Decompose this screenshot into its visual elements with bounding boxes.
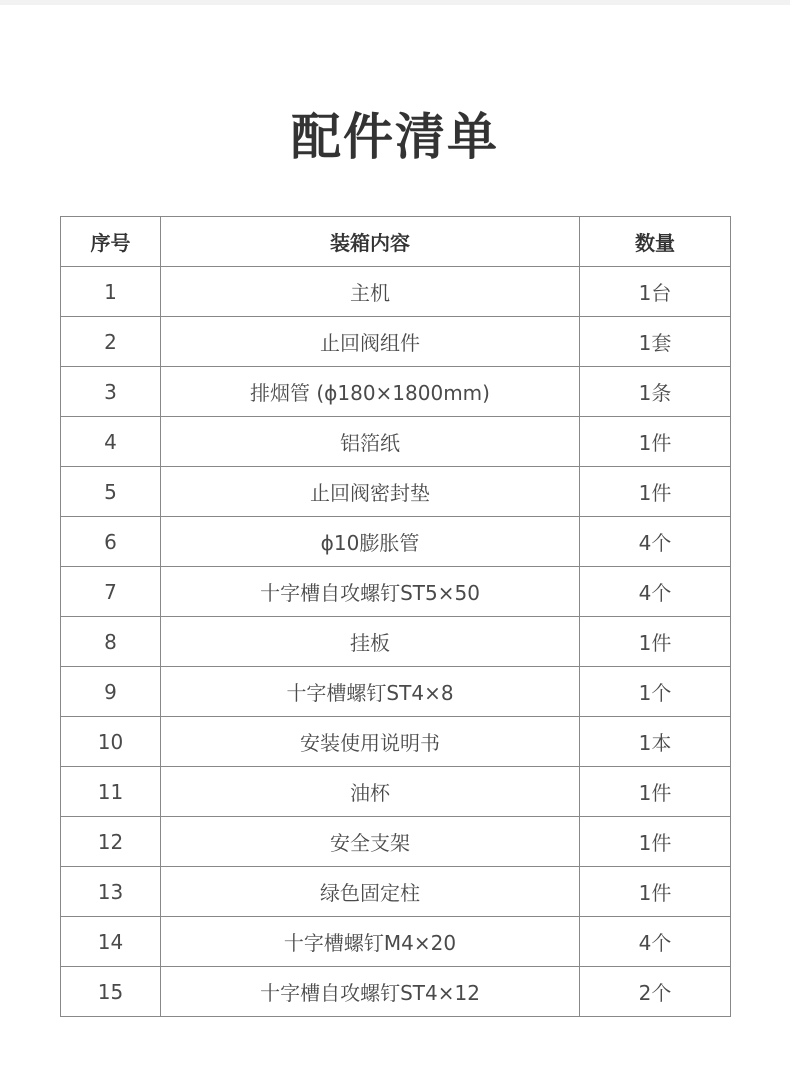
row-number: 3 [61, 367, 161, 417]
row-quantity: 1件 [580, 867, 731, 917]
table-row [61, 867, 731, 917]
row-quantity: 1台 [580, 267, 731, 317]
row-item: 十字槽自攻螺钉ST4×12 [161, 967, 580, 1017]
parts-list-table [60, 216, 731, 1017]
row-quantity: 1件 [580, 767, 731, 817]
row-number: 11 [61, 767, 161, 817]
row-quantity: 2个 [580, 967, 731, 1017]
header-quantity: 数量 [580, 217, 731, 267]
row-number: 13 [61, 867, 161, 917]
row-item: 十字槽螺钉M4×20 [161, 917, 580, 967]
table-row [61, 417, 731, 467]
row-quantity: 1本 [580, 717, 731, 767]
row-number: 8 [61, 617, 161, 667]
row-item: 十字槽螺钉ST4×8 [161, 667, 580, 717]
row-number: 7 [61, 567, 161, 617]
table-row [61, 317, 731, 367]
table-row [61, 517, 731, 567]
row-number: 10 [61, 717, 161, 767]
row-number: 14 [61, 917, 161, 967]
table-row [61, 617, 731, 667]
row-item: 安全支架 [161, 817, 580, 867]
table-row [61, 467, 731, 517]
row-number: 15 [61, 967, 161, 1017]
table-row [61, 267, 731, 317]
table-row [61, 967, 731, 1017]
row-item: 油杯 [161, 767, 580, 817]
row-item: 止回阀组件 [161, 317, 580, 367]
table-row [61, 367, 731, 417]
row-quantity: 1件 [580, 617, 731, 667]
row-item: 止回阀密封垫 [161, 467, 580, 517]
table-row [61, 917, 731, 967]
row-quantity: 4个 [580, 517, 731, 567]
top-divider-strip [0, 0, 790, 5]
header-serial-number: 序号 [61, 217, 161, 267]
row-item: 铝箔纸 [161, 417, 580, 467]
page-title: 配件清单 [291, 108, 499, 166]
row-number: 2 [61, 317, 161, 367]
row-quantity: 1个 [580, 667, 731, 717]
table-row [61, 767, 731, 817]
row-item: ϕ10膨胀管 [161, 517, 580, 567]
row-quantity: 1件 [580, 467, 731, 517]
row-item: 主机 [161, 267, 580, 317]
row-quantity: 4个 [580, 567, 731, 617]
header-packing-contents: 装箱内容 [161, 217, 580, 267]
table-header-row [61, 217, 731, 267]
row-item: 绿色固定柱 [161, 867, 580, 917]
row-quantity: 1套 [580, 317, 731, 367]
row-item: 安装使用说明书 [161, 717, 580, 767]
table-row [61, 567, 731, 617]
row-item: 排烟管 (ϕ180×1800mm) [161, 367, 580, 417]
row-number: 1 [61, 267, 161, 317]
table-row [61, 717, 731, 767]
row-number: 9 [61, 667, 161, 717]
row-number: 12 [61, 817, 161, 867]
row-quantity: 1件 [580, 417, 731, 467]
table-row [61, 667, 731, 717]
row-quantity: 1件 [580, 817, 731, 867]
row-quantity: 1条 [580, 367, 731, 417]
row-item: 挂板 [161, 617, 580, 667]
row-number: 6 [61, 517, 161, 567]
row-quantity: 4个 [580, 917, 731, 967]
table-row [61, 817, 731, 867]
row-number: 4 [61, 417, 161, 467]
row-number: 5 [61, 467, 161, 517]
row-item: 十字槽自攻螺钉ST5×50 [161, 567, 580, 617]
